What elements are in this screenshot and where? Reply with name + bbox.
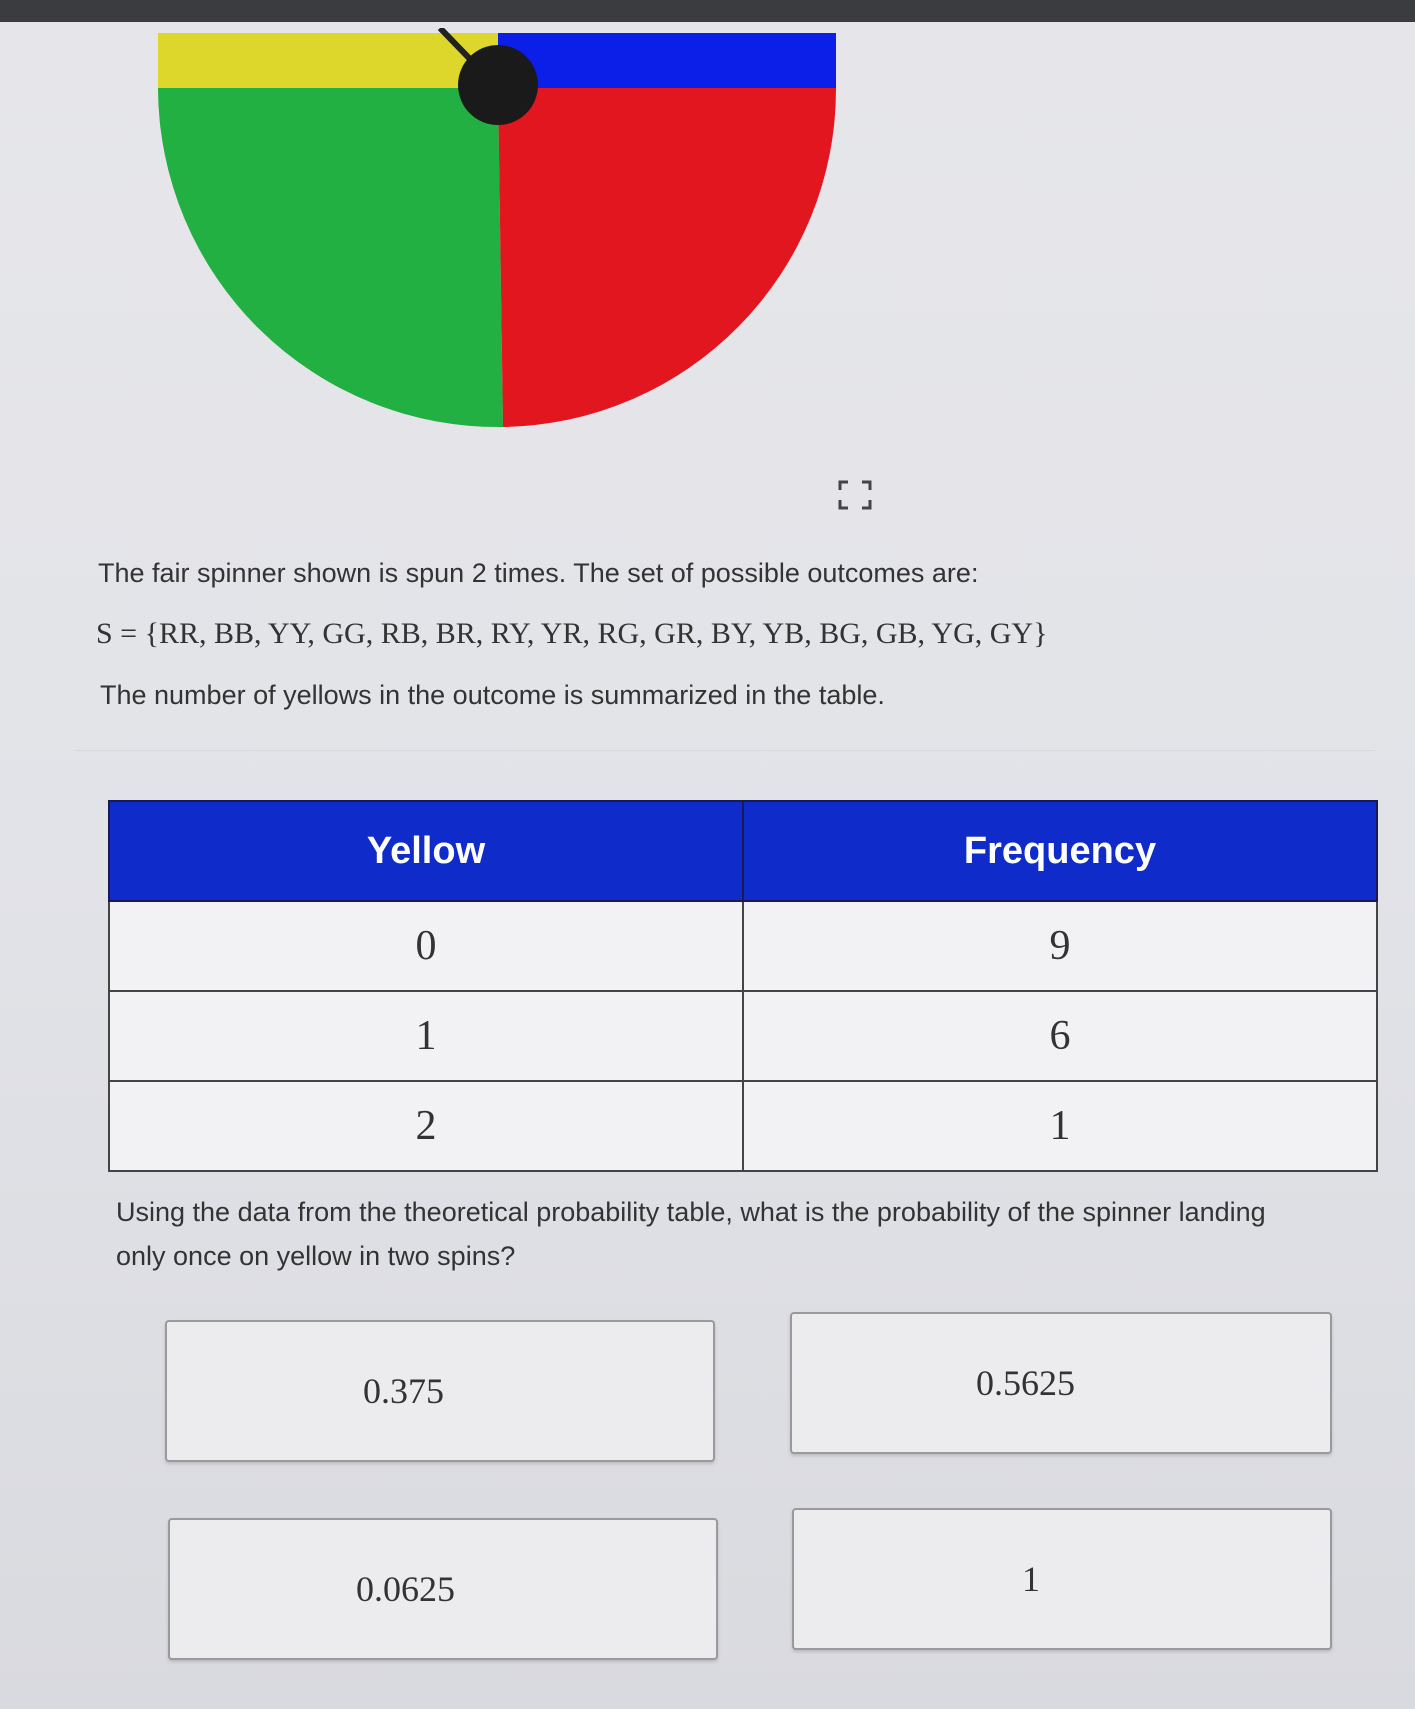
spinner-yellow-section (158, 33, 498, 93)
spinner-image (158, 28, 838, 433)
answer-option-2[interactable]: 0.5625 (790, 1312, 1332, 1454)
header-frequency: Frequency (743, 801, 1377, 901)
yellow-cell: 2 (109, 1081, 743, 1171)
table-row (109, 901, 1377, 991)
table-header-row (109, 801, 1377, 901)
spinner-blue-section (498, 33, 836, 88)
answer-option-3[interactable]: 0.0625 (168, 1518, 718, 1660)
frequency-cell: 1 (743, 1081, 1377, 1171)
table-row (109, 991, 1377, 1081)
answer-option-1[interactable]: 0.375 (165, 1320, 715, 1462)
frequency-table (108, 800, 1378, 1172)
table-summary: The number of yellows in the outcome is summarized in the table. (100, 680, 885, 710)
top-bar (0, 0, 1415, 22)
spinner-red-section (498, 88, 836, 427)
question-text: Using the data from the theoretical probability table, what is the probability of the spinner landing only once on yellow in two spins? (116, 1197, 1266, 1271)
outcome-set: S = {RR, BB, YY, GG, RB, BR, RY, YR, RG, GR, BY, YB, BG, GB, YG, GY} (96, 617, 1048, 650)
problem-prompt: The fair spinner shown is spun 2 times. The set of possible outcomes are: (98, 558, 979, 588)
table-row (109, 1081, 1377, 1171)
expand-icon[interactable] (838, 480, 872, 510)
frequency-cell: 9 (743, 901, 1377, 991)
frequency-cell: 6 (743, 991, 1377, 1081)
divider (75, 750, 1375, 751)
yellow-cell: 1 (109, 991, 743, 1081)
spinner-hub (458, 45, 538, 125)
header-yellow: Yellow (109, 801, 743, 901)
spinner-green-section (158, 88, 503, 427)
answer-option-4[interactable]: 1 (792, 1508, 1332, 1650)
yellow-cell: 0 (109, 901, 743, 991)
